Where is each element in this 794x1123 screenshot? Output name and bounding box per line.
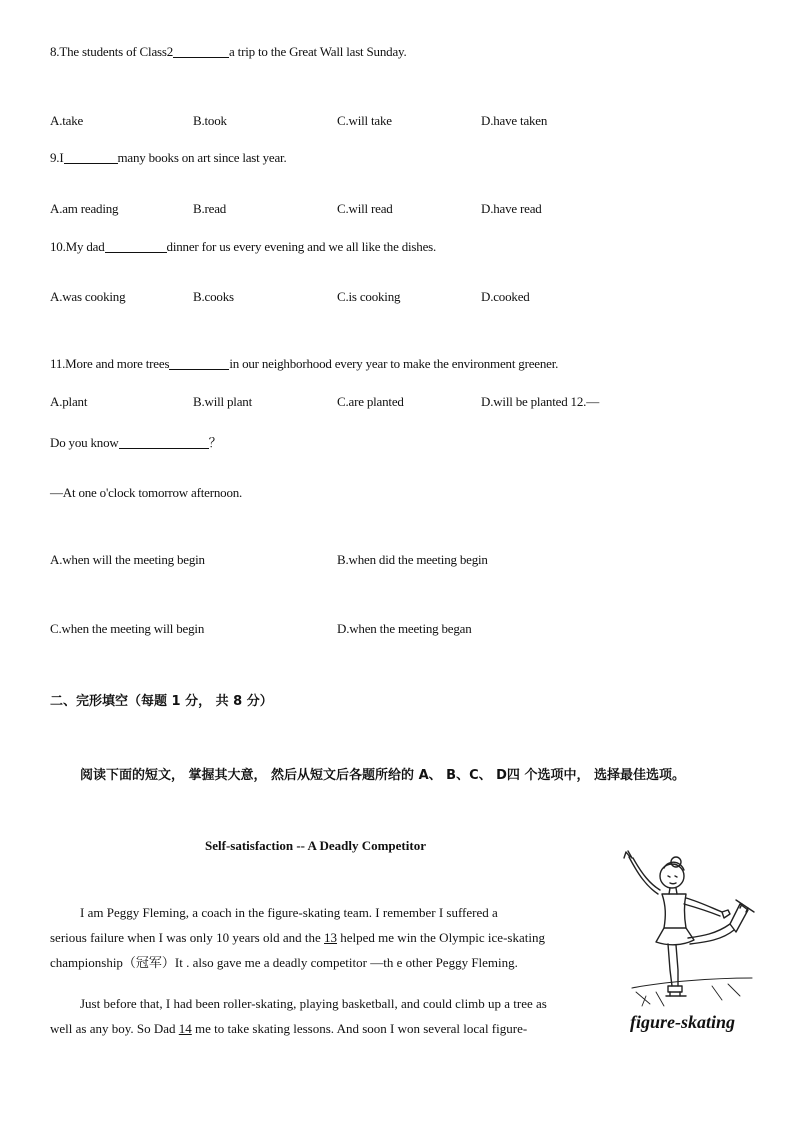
figure-skater-illustration — [612, 846, 762, 1011]
option-c: C.will read — [337, 201, 393, 216]
answer-blank — [105, 240, 167, 253]
text-run: me to take skating lessons. And soon I won several local figure- — [191, 1021, 528, 1036]
option-b: B.took — [193, 113, 227, 128]
answer-blank — [119, 436, 209, 449]
paragraph-line: Just before that, I had been roller-skating, playing basketball, and could climb up a tree as — [80, 996, 547, 1011]
question-11 — [50, 356, 558, 372]
option-c: C.are planted — [337, 394, 404, 409]
option-a: A.take — [50, 113, 84, 128]
answer-blank — [64, 151, 118, 164]
blank-14: 14 — [178, 1021, 192, 1036]
option-c: C.when the meeting will begin — [50, 621, 205, 636]
passage-paragraph-1 — [50, 900, 590, 975]
question-8 — [50, 44, 407, 60]
answer-blank — [169, 357, 229, 370]
text-run: well as any boy. So Dad — [50, 1021, 179, 1036]
question-number: 9. — [50, 150, 60, 165]
section-instruction: 阅读下面的短文， 掌握其大意， 然后从短文后各题所给的 A、 B、C、 D四 个选项中， 选择最佳选项。 — [80, 768, 685, 783]
question-stem-after: ？ — [208, 435, 222, 450]
paragraph-line: I am Peggy Fleming, a coach in the figure-skating team. I remember I suffered a — [80, 905, 498, 920]
question-stem-before: More and more trees — [65, 356, 170, 371]
option-b: B.will plant — [193, 394, 252, 409]
question-number: 10. — [50, 239, 66, 254]
option-b: B.cooks — [193, 289, 234, 304]
option-d: D.have taken — [481, 113, 548, 128]
question-stem-before: The students of Class2 — [59, 44, 174, 59]
question-stem-after: dinner for us every evening and we all like the dishes. — [166, 239, 437, 254]
text-run: helped me win the Olympic ice-skating — [337, 930, 545, 945]
paragraph-line — [50, 925, 590, 950]
option-d: D.when the meeting began — [337, 621, 472, 636]
option-d: D.will be planted 12.— — [481, 394, 599, 409]
question-12-reply: —At one o'clock tomorrow afternoon. — [50, 485, 243, 500]
text-run: serious failure when I was only 10 years old and the — [50, 930, 325, 945]
option-a: A.am reading — [50, 201, 119, 216]
question-stem-before: I — [59, 150, 64, 165]
paragraph-line — [50, 1016, 590, 1041]
option-b: B.when did the meeting begin — [337, 552, 488, 567]
question-stem-after: a trip to the Great Wall last Sunday. — [229, 44, 407, 59]
paragraph-line: championship（冠军）It . also gave me a deadly competitor —th e other Peggy Fleming. — [50, 955, 518, 970]
question-12 — [50, 432, 221, 451]
question-9 — [50, 150, 287, 166]
question-stem-before: Do you know — [50, 435, 119, 450]
question-number: 8. — [50, 44, 60, 59]
question-number: 11. — [50, 356, 66, 371]
option-d: D.cooked — [481, 289, 530, 304]
question-stem-before: My dad — [65, 239, 105, 254]
question-stem-after: in our neighborhood every year to make the environment greener. — [229, 356, 559, 371]
question-stem-after: many books on art since last year. — [117, 150, 287, 165]
passage-title: Self-satisfaction -- A Deadly Competitor — [205, 838, 426, 853]
option-a: A.was cooking — [50, 289, 126, 304]
option-d: D.have read — [481, 201, 542, 216]
option-c: C.will take — [337, 113, 392, 128]
option-a: A.plant — [50, 394, 88, 409]
passage-paragraph-2 — [50, 991, 590, 1041]
section-heading: 二、完形填空（每题 1 分， 共 8 分） — [50, 694, 273, 709]
question-10 — [50, 239, 436, 255]
option-c: C.is cooking — [337, 289, 401, 304]
blank-13: 13 — [324, 930, 338, 945]
answer-blank — [173, 45, 229, 58]
option-a: A.when will the meeting begin — [50, 552, 205, 567]
option-b: B.read — [193, 201, 227, 216]
figure-caption: figure-skating — [630, 1012, 736, 1032]
